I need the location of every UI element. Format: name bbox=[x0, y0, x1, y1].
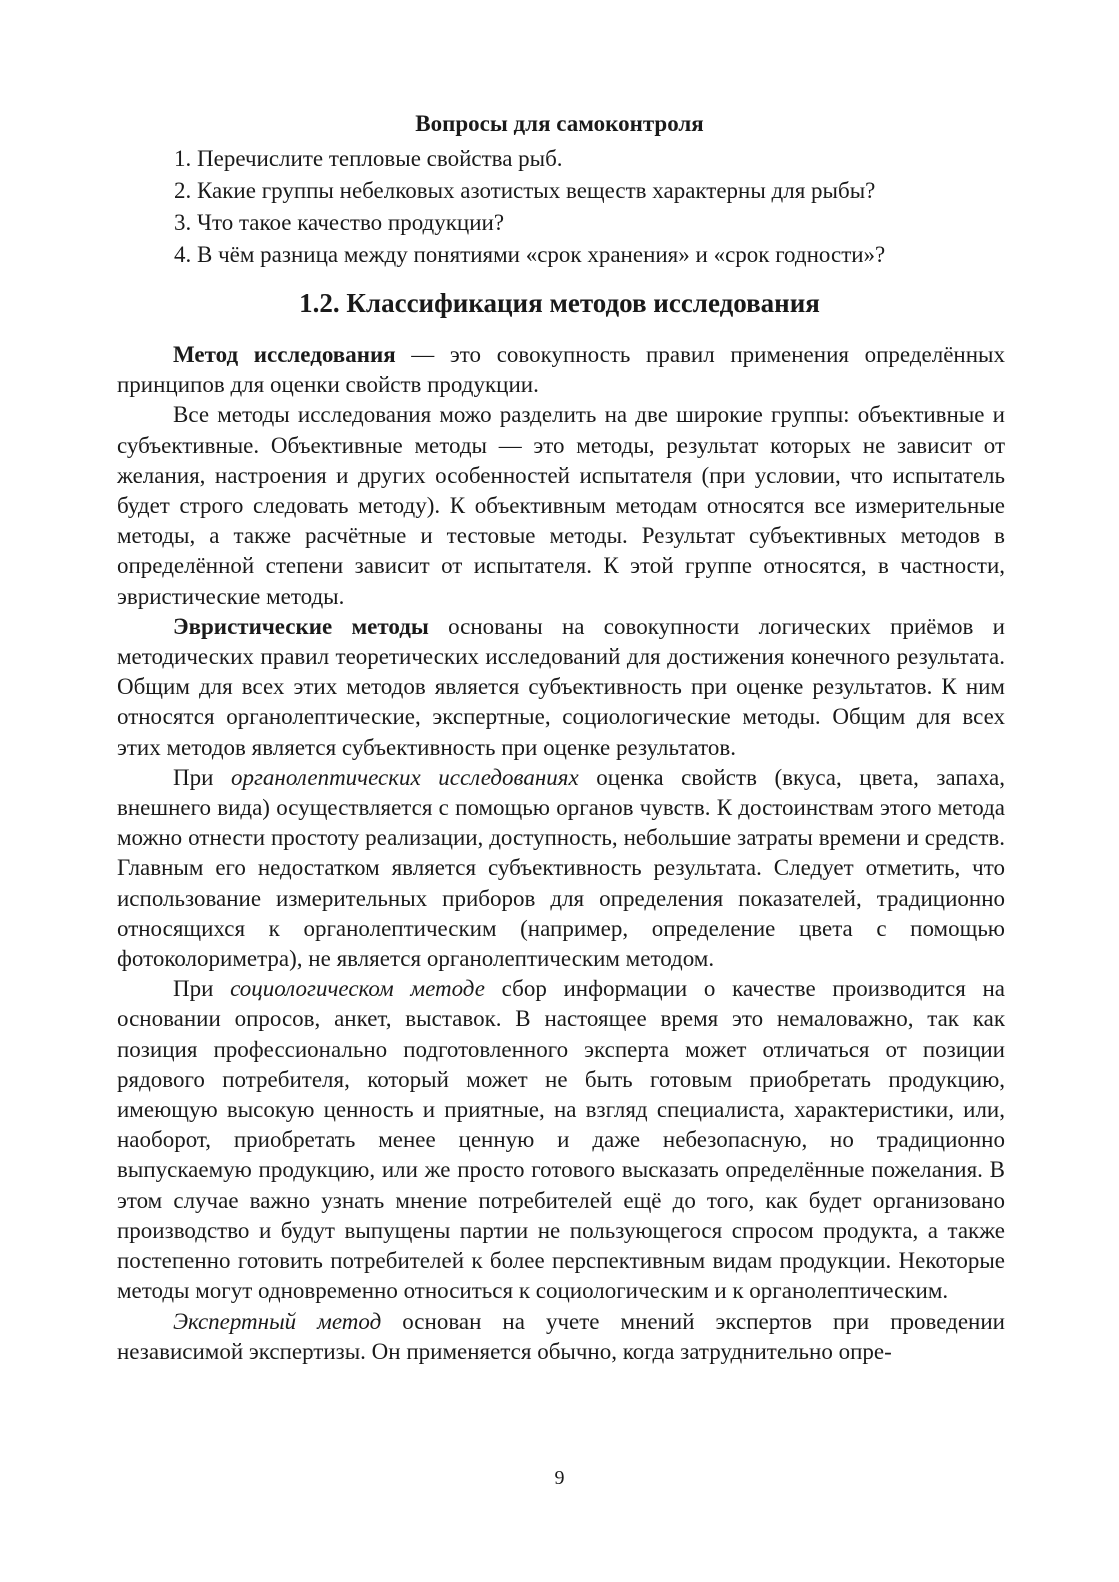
paragraph-text: основаны на совокупности логических приёмов и методических правил теоретических исследований для достижения конечного результата. Общим для всех этих методов является субъективность при оценке результатов. К ним относятся органолептические, экспертные, социологические методы. Общим для всех этих методов является субъективность при оценке результатов. bbox=[117, 613, 1005, 760]
body-text bbox=[117, 340, 1005, 1367]
section-heading: 1.2. Классификация методов исследования bbox=[299, 288, 820, 318]
paragraph-text: сбор информации о качестве производится на основании опросов, анкет, выставок. В настоящее время это немаловажно, так как позиция профессионально подготовленного эксперта может отличаться от позиции рядового потребителя, который может не быть готовым приобретать продукцию, имеющую высокую ценность и приятные, на взгляд специалиста, характеристики, или, наоборот, приобретать менее ценную и даже небезопасную, но традиционно выпускаемую продукцию, или же просто готового высказать определённые пожелания. В этом случае важно узнать мнение потребителей ещё до того, как будет организовано производство и будут выпущены партии не пользующегося спросом продукта, а также постепенно готовить потребителей к более перспективным видам продукции. Некоторые методы могут одновременно относиться к социологическим и к органолептическим. bbox=[117, 976, 1005, 1304]
question-item: 1. Перечислите тепловые свойства рыб. bbox=[174, 146, 563, 171]
paragraph-organoleptic bbox=[117, 763, 1005, 974]
paragraph-sociological bbox=[117, 974, 1005, 1306]
paragraph-text: Все методы исследования можо разделить на две широкие группы: объективные и субъективные. Объективные методы — это методы, результат которых не зависит от желания, настроения и других особенностей испытателя (при условии, что испытатель будет строго следовать методу). К объективным методам относятся все измерительные методы, а также расчётные и тестовые методы. Результат субъективных методов в определённой степени зависит от испытателя. К этой группе относятся, в частности, эвристические методы. bbox=[117, 402, 1005, 609]
questions-heading: Вопросы для самоконтроля bbox=[415, 111, 704, 136]
term-organoleptic: органолептических исследованиях bbox=[230, 764, 579, 790]
paragraph-text: — это совокупность правил применения определённых принципов для оценки свойств продукции. bbox=[117, 342, 1005, 398]
questions-list bbox=[174, 143, 1054, 271]
question-item: 3. Что такое качество продукции? bbox=[174, 210, 505, 235]
page-number: 9 bbox=[554, 1467, 565, 1489]
paragraph-lead: При bbox=[173, 764, 231, 790]
term-heuristic: Эвристические методы bbox=[173, 613, 429, 639]
question-item: 2. Какие группы небелковых азотистых веществ характерны для рыбы? bbox=[174, 178, 876, 203]
term-sociological: социологическом методе bbox=[230, 976, 485, 1002]
paragraph-method-groups bbox=[117, 400, 1005, 611]
paragraph-heuristic bbox=[117, 612, 1005, 763]
paragraph-text: основан на учете мнений экспертов при проведении независимой экспертизы. Он применяется обычно, когда затруднительно опре- bbox=[117, 1308, 1005, 1364]
paragraph-lead: При bbox=[173, 976, 231, 1002]
question-item: 4. В чём разница между понятиями «срок хранения» и «срок годности»? bbox=[174, 242, 886, 267]
paragraph-expert bbox=[117, 1307, 1005, 1367]
paragraph-method-definition bbox=[117, 340, 1005, 400]
paragraph-text: оценка свойств (вкуса, цвета, запаха, внешнего вида) осуществляется с помощью органов чувств. К достоинствам этого метода можно отнести простоту реализации, доступность, небольшие затраты времени и средств. Главным его недостатком является субъективность результата. Следует отметить, что использование измерительных приборов для определения показателей, традиционно относящихся к органолептическим (например, определение цвета с помощью фотоколориметра), не является органолептическим методом. bbox=[117, 764, 1005, 972]
term-expert: Экспертный метод bbox=[173, 1308, 382, 1334]
term-method: Метод исследования bbox=[173, 342, 396, 367]
